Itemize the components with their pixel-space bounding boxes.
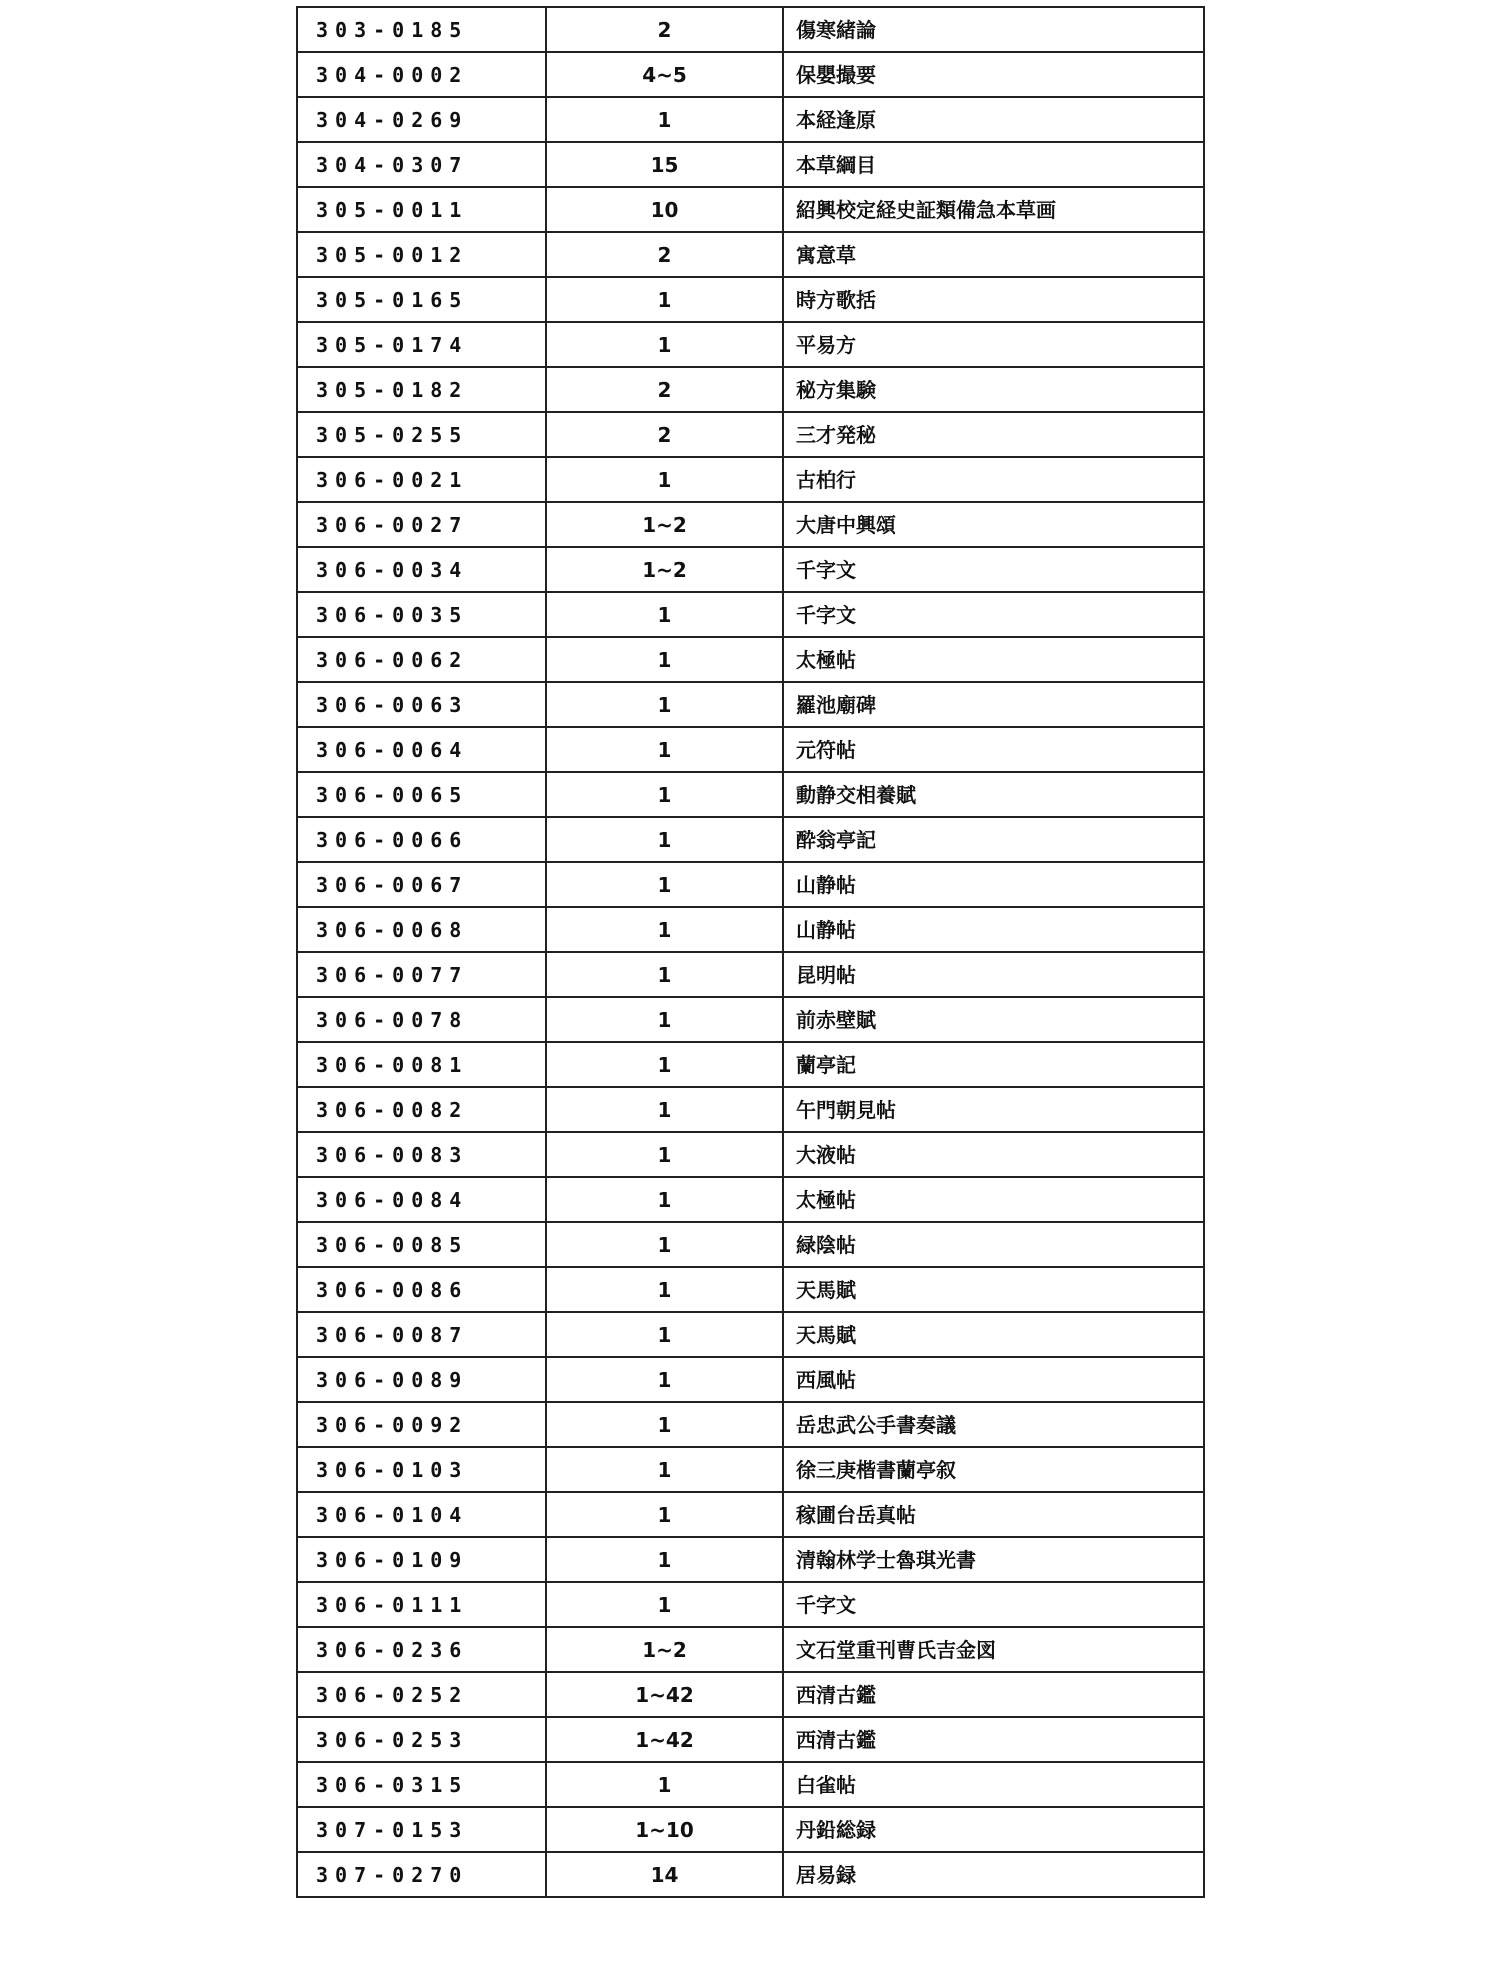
table-row — [297, 1762, 1204, 1807]
catalog-number-cell: 306-0035 — [297, 592, 546, 637]
volume-range-cell: 2 — [546, 7, 783, 52]
volume-range-cell: 1 — [546, 952, 783, 997]
volume-range-cell: 4~5 — [546, 52, 783, 97]
table-row — [297, 817, 1204, 862]
table-row — [297, 367, 1204, 412]
volume-range-cell: 1 — [546, 727, 783, 772]
table-row — [297, 1852, 1204, 1897]
table-row — [297, 1717, 1204, 1762]
catalog-number-cell: 307-0153 — [297, 1807, 546, 1852]
table-row — [297, 187, 1204, 232]
volume-range-cell: 1~2 — [546, 502, 783, 547]
catalog-number-cell: 306-0109 — [297, 1537, 546, 1582]
volume-range-cell: 1 — [546, 1222, 783, 1267]
table-row — [297, 97, 1204, 142]
table-row — [297, 1312, 1204, 1357]
table-row — [297, 1267, 1204, 1312]
volume-range-cell: 1 — [546, 997, 783, 1042]
book-title-cell: 西風帖 — [783, 1357, 1204, 1402]
catalog-number-cell: 306-0062 — [297, 637, 546, 682]
catalog-number-cell: 306-0315 — [297, 1762, 546, 1807]
catalog-number-cell: 305-0182 — [297, 367, 546, 412]
catalog-number-cell: 306-0066 — [297, 817, 546, 862]
book-title-cell: 岳忠武公手書奏議 — [783, 1402, 1204, 1447]
volume-range-cell: 1~42 — [546, 1717, 783, 1762]
book-title-cell: 白雀帖 — [783, 1762, 1204, 1807]
volume-range-cell: 1~2 — [546, 547, 783, 592]
table-row — [297, 1177, 1204, 1222]
catalog-number-cell: 306-0086 — [297, 1267, 546, 1312]
book-title-cell: 太極帖 — [783, 1177, 1204, 1222]
table-row — [297, 52, 1204, 97]
book-title-cell: 大液帖 — [783, 1132, 1204, 1177]
catalog-number-cell: 305-0255 — [297, 412, 546, 457]
table-row — [297, 502, 1204, 547]
catalog-table — [296, 6, 1205, 1898]
catalog-number-cell: 304-0002 — [297, 52, 546, 97]
book-title-cell: 山静帖 — [783, 907, 1204, 952]
book-title-cell: 西清古鑑 — [783, 1717, 1204, 1762]
book-title-cell: 徐三庚楷書蘭亭叙 — [783, 1447, 1204, 1492]
catalog-number-cell: 306-0063 — [297, 682, 546, 727]
catalog-number-cell: 306-0081 — [297, 1042, 546, 1087]
table-row — [297, 592, 1204, 637]
volume-range-cell: 1 — [546, 592, 783, 637]
catalog-number-cell: 306-0027 — [297, 502, 546, 547]
volume-range-cell: 1 — [546, 322, 783, 367]
table-row — [297, 772, 1204, 817]
catalog-number-cell: 306-0077 — [297, 952, 546, 997]
table-row — [297, 1402, 1204, 1447]
table-row — [297, 862, 1204, 907]
catalog-number-cell: 305-0011 — [297, 187, 546, 232]
volume-range-cell: 1 — [546, 457, 783, 502]
volume-range-cell: 1 — [546, 1402, 783, 1447]
volume-range-cell: 1 — [546, 1177, 783, 1222]
book-title-cell: 傷寒緒論 — [783, 7, 1204, 52]
volume-range-cell: 1 — [546, 862, 783, 907]
catalog-number-cell: 306-0067 — [297, 862, 546, 907]
book-title-cell: 山静帖 — [783, 862, 1204, 907]
catalog-number-cell: 306-0089 — [297, 1357, 546, 1402]
book-title-cell: 元符帖 — [783, 727, 1204, 772]
book-title-cell: 羅池廟碑 — [783, 682, 1204, 727]
catalog-number-cell: 306-0253 — [297, 1717, 546, 1762]
catalog-number-cell: 306-0068 — [297, 907, 546, 952]
catalog-number-cell: 306-0065 — [297, 772, 546, 817]
table-row — [297, 232, 1204, 277]
catalog-number-cell: 306-0064 — [297, 727, 546, 772]
table-row — [297, 1627, 1204, 1672]
book-title-cell: 大唐中興頌 — [783, 502, 1204, 547]
table-row — [297, 1132, 1204, 1177]
catalog-number-cell: 306-0021 — [297, 457, 546, 502]
book-title-cell: 本草綱目 — [783, 142, 1204, 187]
book-title-cell: 古柏行 — [783, 457, 1204, 502]
volume-range-cell: 1 — [546, 1357, 783, 1402]
book-title-cell: 動静交相養賦 — [783, 772, 1204, 817]
book-title-cell: 文石堂重刊曹氏吉金図 — [783, 1627, 1204, 1672]
volume-range-cell: 15 — [546, 142, 783, 187]
volume-range-cell: 1 — [546, 1312, 783, 1357]
catalog-body — [297, 7, 1204, 1897]
table-row — [297, 952, 1204, 997]
volume-range-cell: 2 — [546, 412, 783, 457]
table-row — [297, 322, 1204, 367]
volume-range-cell: 1 — [546, 907, 783, 952]
catalog-number-cell: 306-0236 — [297, 1627, 546, 1672]
book-title-cell: 秘方集験 — [783, 367, 1204, 412]
volume-range-cell: 1 — [546, 772, 783, 817]
table-row — [297, 457, 1204, 502]
book-title-cell: 昆明帖 — [783, 952, 1204, 997]
catalog-number-cell: 305-0174 — [297, 322, 546, 367]
volume-range-cell: 2 — [546, 367, 783, 412]
catalog-number-cell: 304-0307 — [297, 142, 546, 187]
volume-range-cell: 1 — [546, 637, 783, 682]
table-row — [297, 1672, 1204, 1717]
catalog-number-cell: 306-0084 — [297, 1177, 546, 1222]
catalog-number-cell: 306-0034 — [297, 547, 546, 592]
table-row — [297, 1357, 1204, 1402]
volume-range-cell: 1 — [546, 1447, 783, 1492]
book-title-cell: 丹鉛総録 — [783, 1807, 1204, 1852]
book-title-cell: 蘭亭記 — [783, 1042, 1204, 1087]
book-title-cell: 三才発秘 — [783, 412, 1204, 457]
table-row — [297, 1042, 1204, 1087]
book-title-cell: 紹興校定経史証類備急本草画 — [783, 187, 1204, 232]
table-row — [297, 1087, 1204, 1132]
book-title-cell: 天馬賦 — [783, 1312, 1204, 1357]
book-title-cell: 寓意草 — [783, 232, 1204, 277]
table-row — [297, 412, 1204, 457]
volume-range-cell: 1 — [546, 1087, 783, 1132]
catalog-number-cell: 306-0082 — [297, 1087, 546, 1132]
book-title-cell: 前赤壁賦 — [783, 997, 1204, 1042]
volume-range-cell: 10 — [546, 187, 783, 232]
table-row — [297, 1492, 1204, 1537]
table-row — [297, 997, 1204, 1042]
book-title-cell: 千字文 — [783, 547, 1204, 592]
table-row — [297, 907, 1204, 952]
catalog-number-cell: 306-0111 — [297, 1582, 546, 1627]
volume-range-cell: 1~10 — [546, 1807, 783, 1852]
volume-range-cell: 1 — [546, 817, 783, 862]
volume-range-cell: 1 — [546, 1042, 783, 1087]
table-row — [297, 682, 1204, 727]
table-row — [297, 277, 1204, 322]
book-title-cell: 西清古鑑 — [783, 1672, 1204, 1717]
book-title-cell: 稼圃台岳真帖 — [783, 1492, 1204, 1537]
catalog-number-cell: 305-0165 — [297, 277, 546, 322]
table-row — [297, 1537, 1204, 1582]
volume-range-cell: 2 — [546, 232, 783, 277]
catalog-number-cell: 306-0103 — [297, 1447, 546, 1492]
catalog-number-cell: 306-0104 — [297, 1492, 546, 1537]
book-title-cell: 緑陰帖 — [783, 1222, 1204, 1267]
book-title-cell: 本経逢原 — [783, 97, 1204, 142]
catalog-number-cell: 306-0092 — [297, 1402, 546, 1447]
table-row — [297, 727, 1204, 772]
book-title-cell: 午門朝見帖 — [783, 1087, 1204, 1132]
table-row — [297, 547, 1204, 592]
volume-range-cell: 1 — [546, 1132, 783, 1177]
catalog-number-cell: 304-0269 — [297, 97, 546, 142]
catalog-number-cell: 303-0185 — [297, 7, 546, 52]
volume-range-cell: 1 — [546, 1762, 783, 1807]
catalog-number-cell: 306-0078 — [297, 997, 546, 1042]
volume-range-cell: 1 — [546, 1267, 783, 1312]
volume-range-cell: 1 — [546, 1582, 783, 1627]
catalog-number-cell: 306-0087 — [297, 1312, 546, 1357]
volume-range-cell: 14 — [546, 1852, 783, 1897]
volume-range-cell: 1 — [546, 1492, 783, 1537]
volume-range-cell: 1~2 — [546, 1627, 783, 1672]
catalog-number-cell: 305-0012 — [297, 232, 546, 277]
table-row — [297, 1222, 1204, 1267]
volume-range-cell: 1 — [546, 682, 783, 727]
table-row — [297, 1447, 1204, 1492]
volume-range-cell: 1~42 — [546, 1672, 783, 1717]
book-title-cell: 居易録 — [783, 1852, 1204, 1897]
volume-range-cell: 1 — [546, 1537, 783, 1582]
book-title-cell: 太極帖 — [783, 637, 1204, 682]
book-title-cell: 天馬賦 — [783, 1267, 1204, 1312]
book-title-cell: 酔翁亭記 — [783, 817, 1204, 862]
table-row — [297, 637, 1204, 682]
volume-range-cell: 1 — [546, 97, 783, 142]
table-row — [297, 142, 1204, 187]
catalog-number-cell: 306-0085 — [297, 1222, 546, 1267]
catalog-number-cell: 306-0252 — [297, 1672, 546, 1717]
table-row — [297, 1582, 1204, 1627]
table-row — [297, 7, 1204, 52]
table-row — [297, 1807, 1204, 1852]
volume-range-cell: 1 — [546, 277, 783, 322]
book-title-cell: 千字文 — [783, 1582, 1204, 1627]
catalog-number-cell: 307-0270 — [297, 1852, 546, 1897]
book-title-cell: 千字文 — [783, 592, 1204, 637]
book-title-cell: 時方歌括 — [783, 277, 1204, 322]
book-title-cell: 平易方 — [783, 322, 1204, 367]
book-title-cell: 保嬰撮要 — [783, 52, 1204, 97]
catalog-number-cell: 306-0083 — [297, 1132, 546, 1177]
book-title-cell: 清翰林学士魯琪光書 — [783, 1537, 1204, 1582]
